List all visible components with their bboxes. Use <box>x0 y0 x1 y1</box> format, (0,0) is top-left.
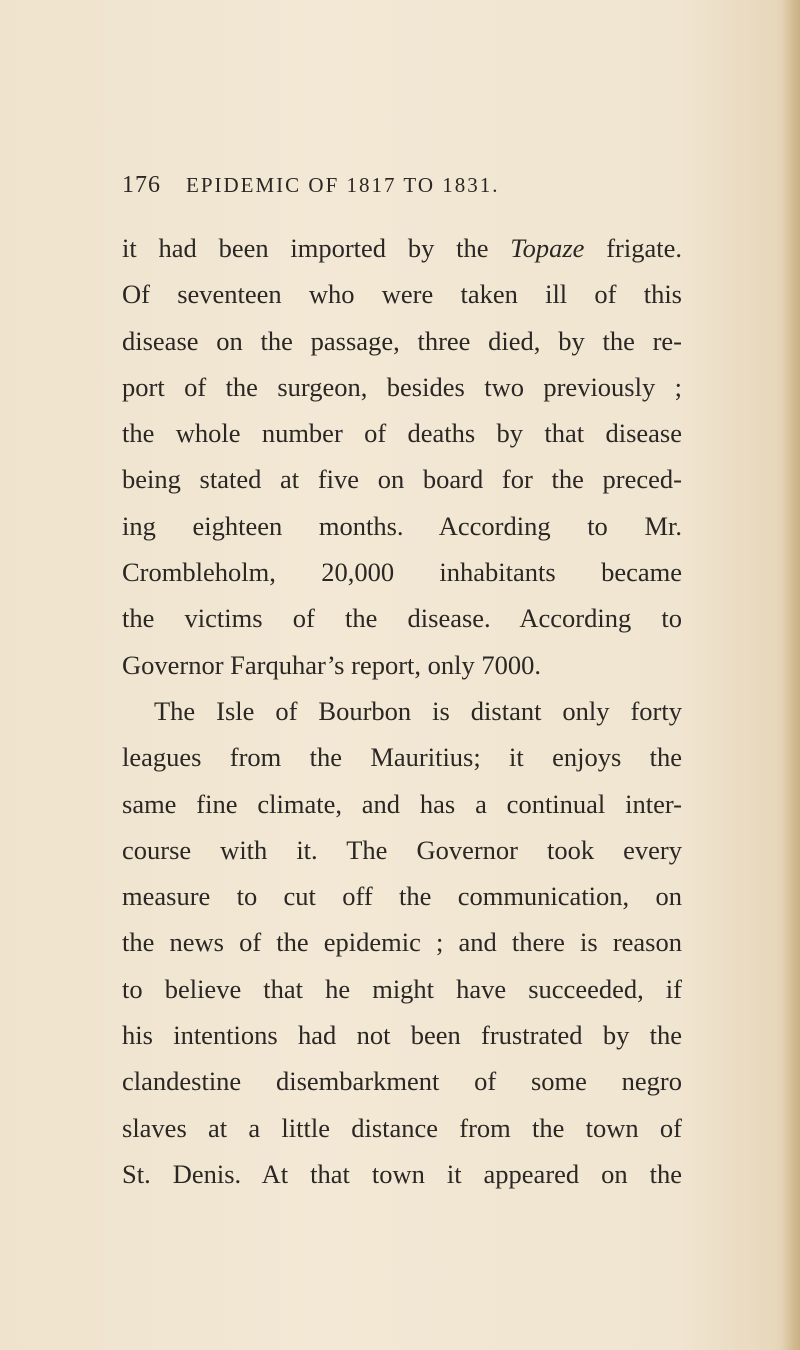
text-line: port of the surgeon, besides two previously ; <box>122 371 682 402</box>
text-line: clandestine disembarkment of some negro <box>122 1066 682 1097</box>
text-line: being stated at five on board for the preced- <box>122 464 682 495</box>
text-line: St. Denis. At that town it appeared on the <box>122 1158 682 1189</box>
page-edge-shadow <box>782 0 800 1350</box>
text-line: Of seventeen who were taken ill of this <box>122 279 682 310</box>
text-line: disease on the passage, three died, by the re- <box>122 325 682 356</box>
text-line: to believe that he might have succeeded, if <box>122 973 682 1004</box>
ship-name: Topaze <box>510 233 585 263</box>
text-line: his intentions had not been frustrated by the <box>122 1020 682 1051</box>
text-line: Governor Farquhar’s report, only 7000. <box>122 649 542 680</box>
text-line: same fine climate, and has a continual inter- <box>122 788 682 819</box>
text-line: the victims of the disease. According to <box>122 603 682 634</box>
text-line: it had been imported by the Topaze frigate. <box>122 233 682 263</box>
page-number: 176 <box>122 172 161 198</box>
running-title: EPIDEMIC OF 1817 TO 1831. <box>186 173 500 197</box>
text-line: Crombleholm, 20,000 inhabitants became <box>122 557 682 588</box>
body-text <box>122 225 682 1197</box>
text-line: The Isle of Bourbon is distant only forty <box>154 695 682 726</box>
text-line: the news of the epidemic ; and there is reason <box>122 927 682 958</box>
text-line: ing eighteen months. According to Mr. <box>122 510 682 541</box>
text-line: course with it. The Governor took every <box>122 834 682 865</box>
running-head <box>122 170 682 200</box>
text-line: measure to cut off the communication, on <box>122 881 682 912</box>
text-line: slaves at a little distance from the town of <box>122 1112 682 1143</box>
text-line: the whole number of deaths by that disease <box>122 418 682 449</box>
text-line: leagues from the Mauritius; it enjoys the <box>122 742 682 773</box>
